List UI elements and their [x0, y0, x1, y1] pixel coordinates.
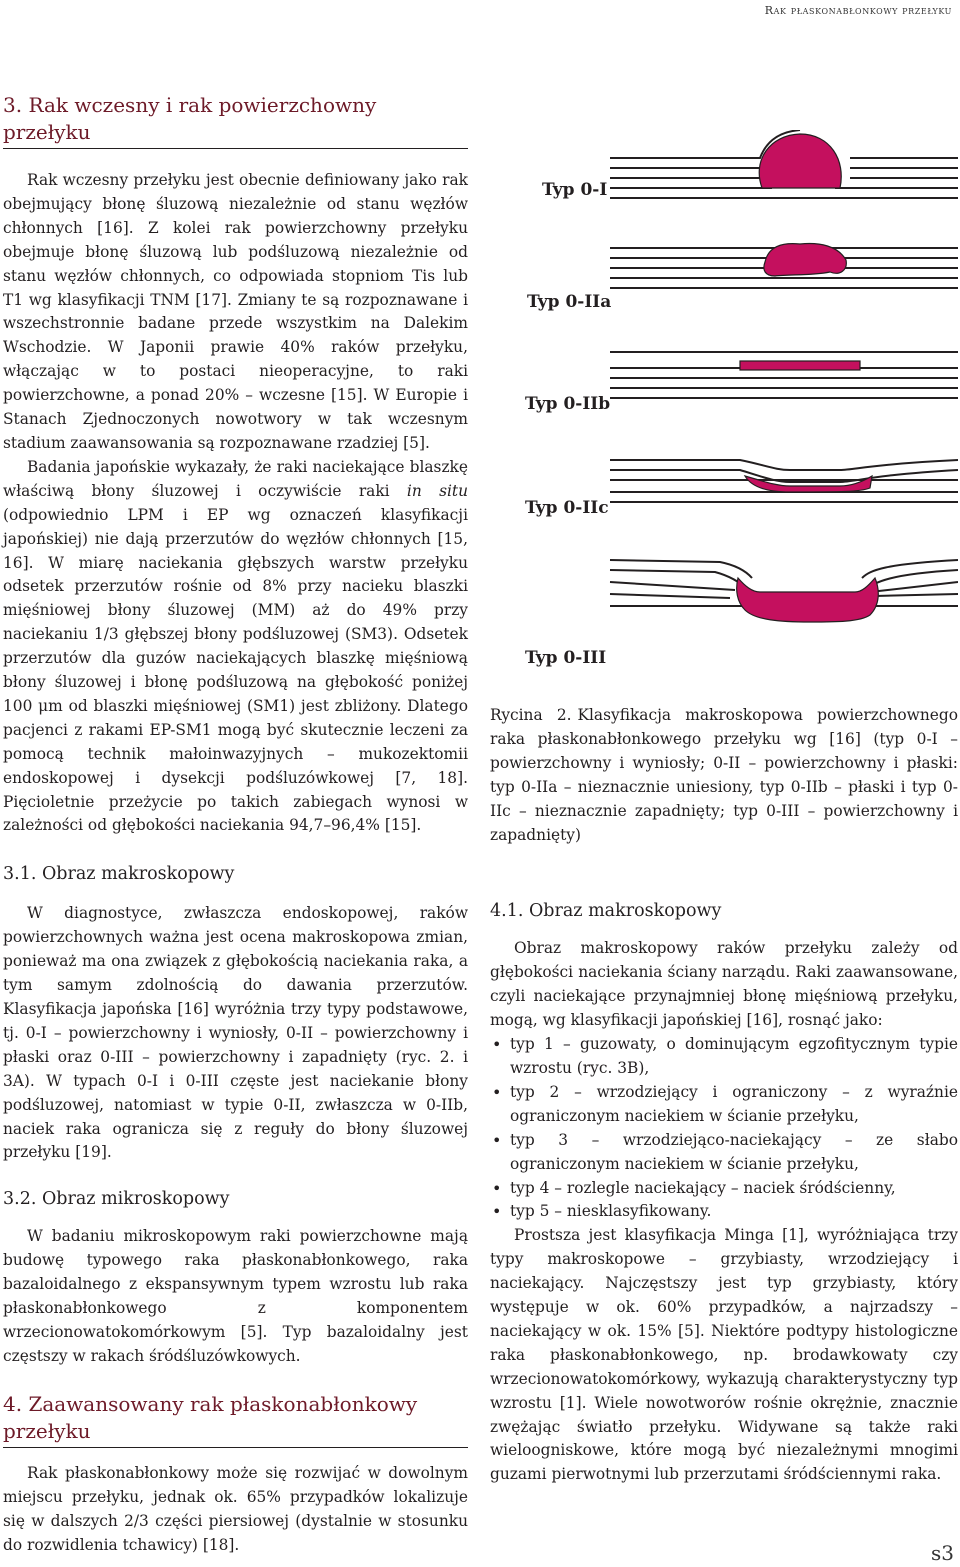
diagram-type-0-IIc [610, 460, 958, 502]
figure-label-0-IIb: Typ 0-IIb [525, 394, 611, 414]
figure-label-0-I: Typ 0-I [542, 180, 608, 200]
section-3-title: 3. Rak wczesny i rak powierzchowny przełyku [3, 92, 468, 149]
figure-label-0-IIa: Typ 0-IIa [527, 292, 612, 312]
figure-label-0-III: Typ 0-III [525, 648, 607, 668]
figure-2 [490, 130, 958, 690]
right-column [490, 130, 958, 1487]
diagram-type-0-IIb [610, 352, 958, 398]
lesion-0-IIb [740, 361, 860, 370]
list-item: • typ 1 – guzowaty, o dominującym egzofitycznym typie wzrostu (ryc. 3B), [490, 1033, 958, 1081]
lesion-0-IIa [764, 244, 846, 276]
running-head: Rak płaskonabłonkowy przełyku [764, 4, 952, 17]
list-item: • typ 4 – rozlegle naciekający – naciek śródścienny, [490, 1177, 958, 1201]
caption-lead: Rycina 2. [490, 706, 572, 724]
section-3-paragraph-1: Rak wczesny przełyku jest obecnie definiowany jako rak obejmujący błonę śluzową niezależnie od stanu węzłów chłonnych [16]. Z kolei rak powierzchowny przełyku obejmuje błonę śluzową lub podśluzową niezależnie od stanu węzłów chłonnych, co odpowiada stopniom Tis lub T1 wg klasyfikacji TNM [17]. Zmiany te są rozpoznawane i wszechstronnie badane przede wszystkim na Dalekim Wschodzie. W Japonii prawie 40% raków przełyku, włączając w to postaci nieoperacyjne, to raki powierzchowne, a ponad 20% – wczesne [15]. W Europie i Stanach Zjednoczonych nowotwory w tak wczesnym stadium zaawansowania są rozpoznawane rzadziej [5]. [3, 171, 468, 452]
list-item: • typ 2 – wrzodziejący i ograniczony – z wyraźnie ograniczonym naciekiem w ścianie przełyku, [490, 1081, 958, 1129]
list-item: • typ 3 – wrzodziejąco-naciekający – ze słabo ograniczonym naciekiem w ścianie przełyku, [490, 1129, 958, 1177]
section-3-1-paragraph: W diagnostyce, zwłaszcza endoskopowej, raków powierzchownych ważna jest ocena makroskopowa zmian, ponieważ ma ona związek z głębokością naciekania raka, a tym samym zdolnością do dawania przerzutów. Klasyfikacja japońska [16] wyróżnia trzy typy podstawowe, tj. 0-I – powierzchowny i wyniosły, 0-II – powierzchowny i płaski oraz 0-III – powierzchowny i zapadnięty (ryc. 2. i 3A). W typach 0-I i 0-III częste jest naciekanie błony podśluzowej, natomiast w typie 0-II, zwłaszcza w 0-IIb, naciek raka ogranicza się z reguły do błony śluzowej przełyku [19]. [3, 904, 468, 1162]
section-3-2-title: 3.2. Obraz mikroskopowy [3, 1189, 230, 1210]
section-4-1-title: 4.1. Obraz makroskopowy [490, 901, 722, 922]
figure-label-0-IIc: Typ 0-IIc [525, 498, 609, 518]
left-column [3, 92, 468, 1557]
caption-text: Klasyfikacja makroskopowa powierzchownego raka płaskonabłonkowego przełyku wg [16] (typ 0-I – powierzchowny i wyniosły; 0-II – powierzchowny i płaski: typ 0-IIa – nieznacznie uniesiony, typ 0-IIb – płaski i typ 0-IIc – nieznacznie zapadnięty; typ 0-III – powierzchowny i zapadnięty) [490, 706, 958, 844]
section-4-1-paragraph-1: Obraz makroskopowy raków przełyku zależy od głębokości naciekania ściany narządu. Raki zaawansowane, czyli naciekające przynajmniej błonę mięśniową przełyku, mogą, wg klasyfikacji japońskiej [16], rosnąć jako: [490, 939, 958, 1030]
section-3-2-paragraph: W badaniu mikroskopowym raki powierzchowne mają budowę typowego raka płaskonabłonkowego, raka bazaloidalnego z ekspansywnym typem wzrostu lub raka płaskonabłonkowego z komponentem wrzecionowatokomórkowym [5]. Typ bazaloidalny jest częstszy w rakach śródśluzówkowych. [3, 1227, 468, 1365]
figure-2-caption [490, 704, 958, 847]
section-4-1-paragraph-2: Prostsza jest klasyfikacja Minga [1], wyróżniająca trzy typy makroskopowe – grzybiasty, wrzodziejący i naciekający. Najczęstszy jest typ grzybiasty, który występuje w ok. 60% przypadków, a najrzadszy – naciekający w ok. 15% [5]. Niektóre podtypy histologiczne raka płaskonabłonkowego, np. brodawkowaty czy wrzecionowatokomórkowy, wykazują charakterystyczny typ wzrostu [1]. Wiele nowotworów rośnie okrężnie, znacznie zwężając światło przełyku. Widywane są także raki wieloogniskowe, które mogą być niezależnymi mnogimi guzami pierwotnymi lub przerzutami śródściennymi raka. [490, 1226, 958, 1484]
lesion-0-III [737, 578, 879, 622]
list-item: • typ 5 – niesklasyfikowany. [490, 1200, 958, 1224]
in-situ-term: in situ [406, 481, 468, 500]
section-3-paragraph-2: Badania japońskie wykazały, że raki naciekające blaszkę właściwą błony śluzowej i oczywiście raki in situ (odpowiednio LPM i EP wg oznaczeń klasyfikacji japońskiej) nie dają przerzutów do węzłów chłonnych [15, 16]. W miarę naciekania głębszych warstw przełyku odsetek przerzutów rośnie od 8% przy nacieku blaszki mięśniowej błony śluzowej (MM) aż do 49% przy naciekaniu 1/3 głębszej błony podśluzowej (SM3). Odsetek przerzutów dla guzów naciekających blaszkę mięśniową błony śluzowej i błonę podśluzową na głębokość poniżej 100 μm od blaszki mięśniowej (SM1) jest zbliżony. Dlatego pacjenci z rakami EP-SM1 mogą być skutecznie leczeni za pomocą technik małoinwazyjnych – mukozektomii endoskopowej i dysekcji podśluzówkowej [7, 18]. Pięcioletnie przeżycie po takich zabiegach wynosi w zależności od głębokości naciekania 94,7–96,4% [15]. [3, 457, 468, 835]
section-3-1-title: 3.1. Obraz makroskopowy [3, 864, 235, 885]
page-number: s3 [931, 1541, 954, 1565]
section-4-title: 4. Zaawansowany rak płaskonabłonkowy przełyku [3, 1391, 468, 1448]
type-list [490, 1033, 958, 1224]
section-4-paragraph: Rak płaskonabłonkowy może się rozwijać w dowolnym miejscu przełyku, jednak ok. 65% przypadków lokalizuje się w dalszych 2/3 części piersiowej (dystalnie w stosunku do rozwidlenia tchawicy) [18]. [3, 1463, 468, 1554]
